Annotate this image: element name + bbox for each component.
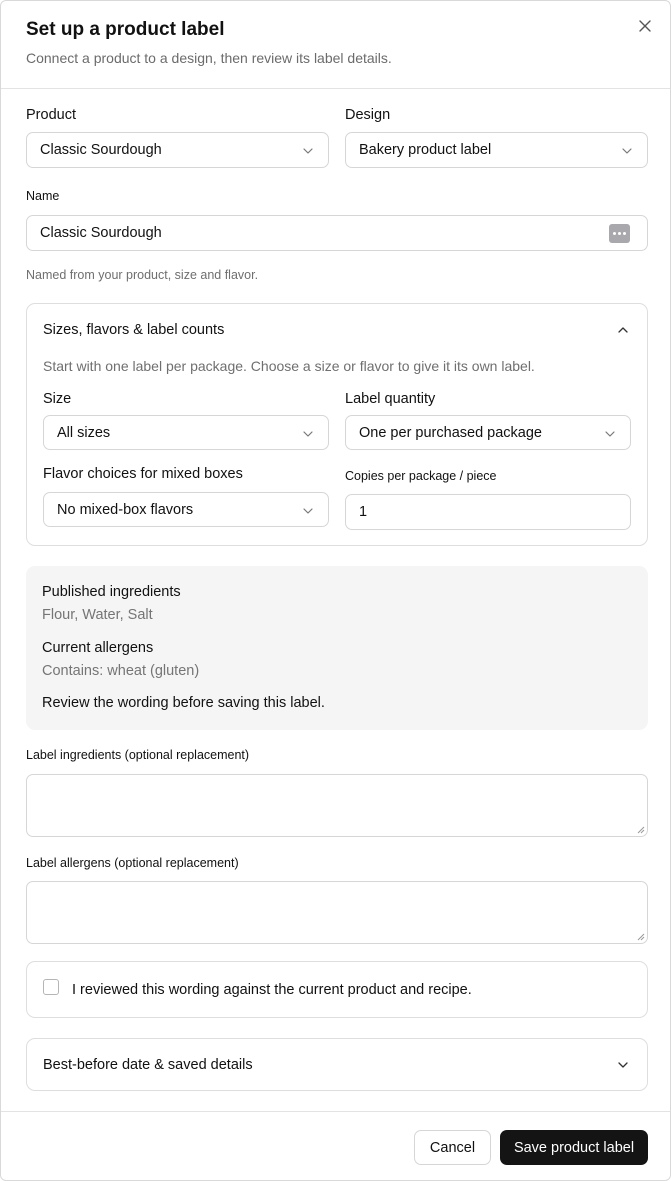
label-allergens-label: Label allergens (optional replacement): [26, 856, 239, 870]
review-checkbox-card: [26, 961, 648, 1018]
flavor-select[interactable]: [43, 492, 329, 527]
sizes-flavors-section: [26, 303, 648, 546]
review-note: Review the wording before saving this label.: [42, 695, 325, 711]
chevron-up-icon[interactable]: [617, 324, 629, 336]
save-product-label-button[interactable]: Save product label: [500, 1130, 648, 1165]
product-label: Product: [26, 107, 76, 123]
copies-input[interactable]: [345, 494, 631, 530]
design-select-value: Bakery product label: [359, 142, 492, 158]
dialog-subtitle: Connect a product to a design, then review its label details.: [26, 50, 392, 66]
more-horizontal-icon[interactable]: [609, 224, 630, 243]
name-hint: Named from your product, size and flavor.: [26, 268, 259, 282]
ingredients-heading: Published ingredients: [42, 584, 181, 600]
published-info-panel: [26, 566, 648, 730]
flavor-select-value: No mixed-box flavors: [57, 501, 194, 518]
product-select[interactable]: [26, 132, 329, 168]
cancel-button[interactable]: Cancel: [414, 1130, 491, 1165]
dialog-title: Set up a product label: [26, 19, 225, 40]
name-input-value: Classic Sourdough: [40, 225, 162, 241]
sizes-section-description: Start with one label per package. Choose a size or flavor to give it its own label.: [43, 358, 535, 374]
review-checkbox[interactable]: [43, 979, 59, 995]
chevron-down-icon: [621, 145, 633, 157]
close-icon: [636, 17, 654, 35]
allergens-heading: Current allergens: [42, 640, 154, 656]
best-before-section-title[interactable]: Best-before date & saved details: [43, 1057, 253, 1073]
label-allergens-textarea[interactable]: [26, 881, 648, 944]
product-select-value: Classic Sourdough: [40, 142, 162, 158]
allergens-value: Contains: wheat (gluten): [42, 663, 200, 679]
chevron-down-icon: [302, 428, 314, 440]
size-select[interactable]: [43, 415, 329, 450]
copies-input-value: 1: [359, 504, 368, 520]
best-before-section[interactable]: [26, 1038, 648, 1091]
sizes-section-toggle[interactable]: Sizes, flavors & label counts: [43, 322, 225, 338]
name-label: Name: [26, 189, 60, 203]
design-label: Design: [345, 107, 391, 123]
label-ingredients-textarea[interactable]: [26, 774, 648, 837]
label-quantity-value: One per purchased package: [359, 424, 542, 441]
label-ingredients-label: Label ingredients (optional replacement): [26, 748, 250, 762]
chevron-down-icon: [302, 145, 314, 157]
ingredients-value: Flour, Water, Salt: [42, 607, 153, 623]
close-button[interactable]: [636, 17, 654, 35]
chevron-down-icon[interactable]: [617, 1059, 629, 1071]
review-checkbox-label[interactable]: I reviewed this wording against the current product and recipe.: [72, 982, 472, 998]
copies-label: Copies per package / piece: [345, 469, 497, 483]
chevron-down-icon: [302, 505, 314, 517]
label-quantity-select[interactable]: [345, 415, 631, 450]
flavor-label: Flavor choices for mixed boxes: [43, 466, 243, 482]
name-input[interactable]: [26, 215, 648, 251]
dialog-header: [1, 1, 670, 89]
resize-grip-icon[interactable]: [636, 932, 645, 941]
resize-grip-icon[interactable]: [636, 825, 645, 834]
chevron-down-icon: [604, 428, 616, 440]
size-select-value: All sizes: [57, 424, 111, 441]
design-select[interactable]: [345, 132, 648, 168]
label-quantity-label: Label quantity: [345, 391, 436, 407]
size-label: Size: [43, 391, 72, 407]
